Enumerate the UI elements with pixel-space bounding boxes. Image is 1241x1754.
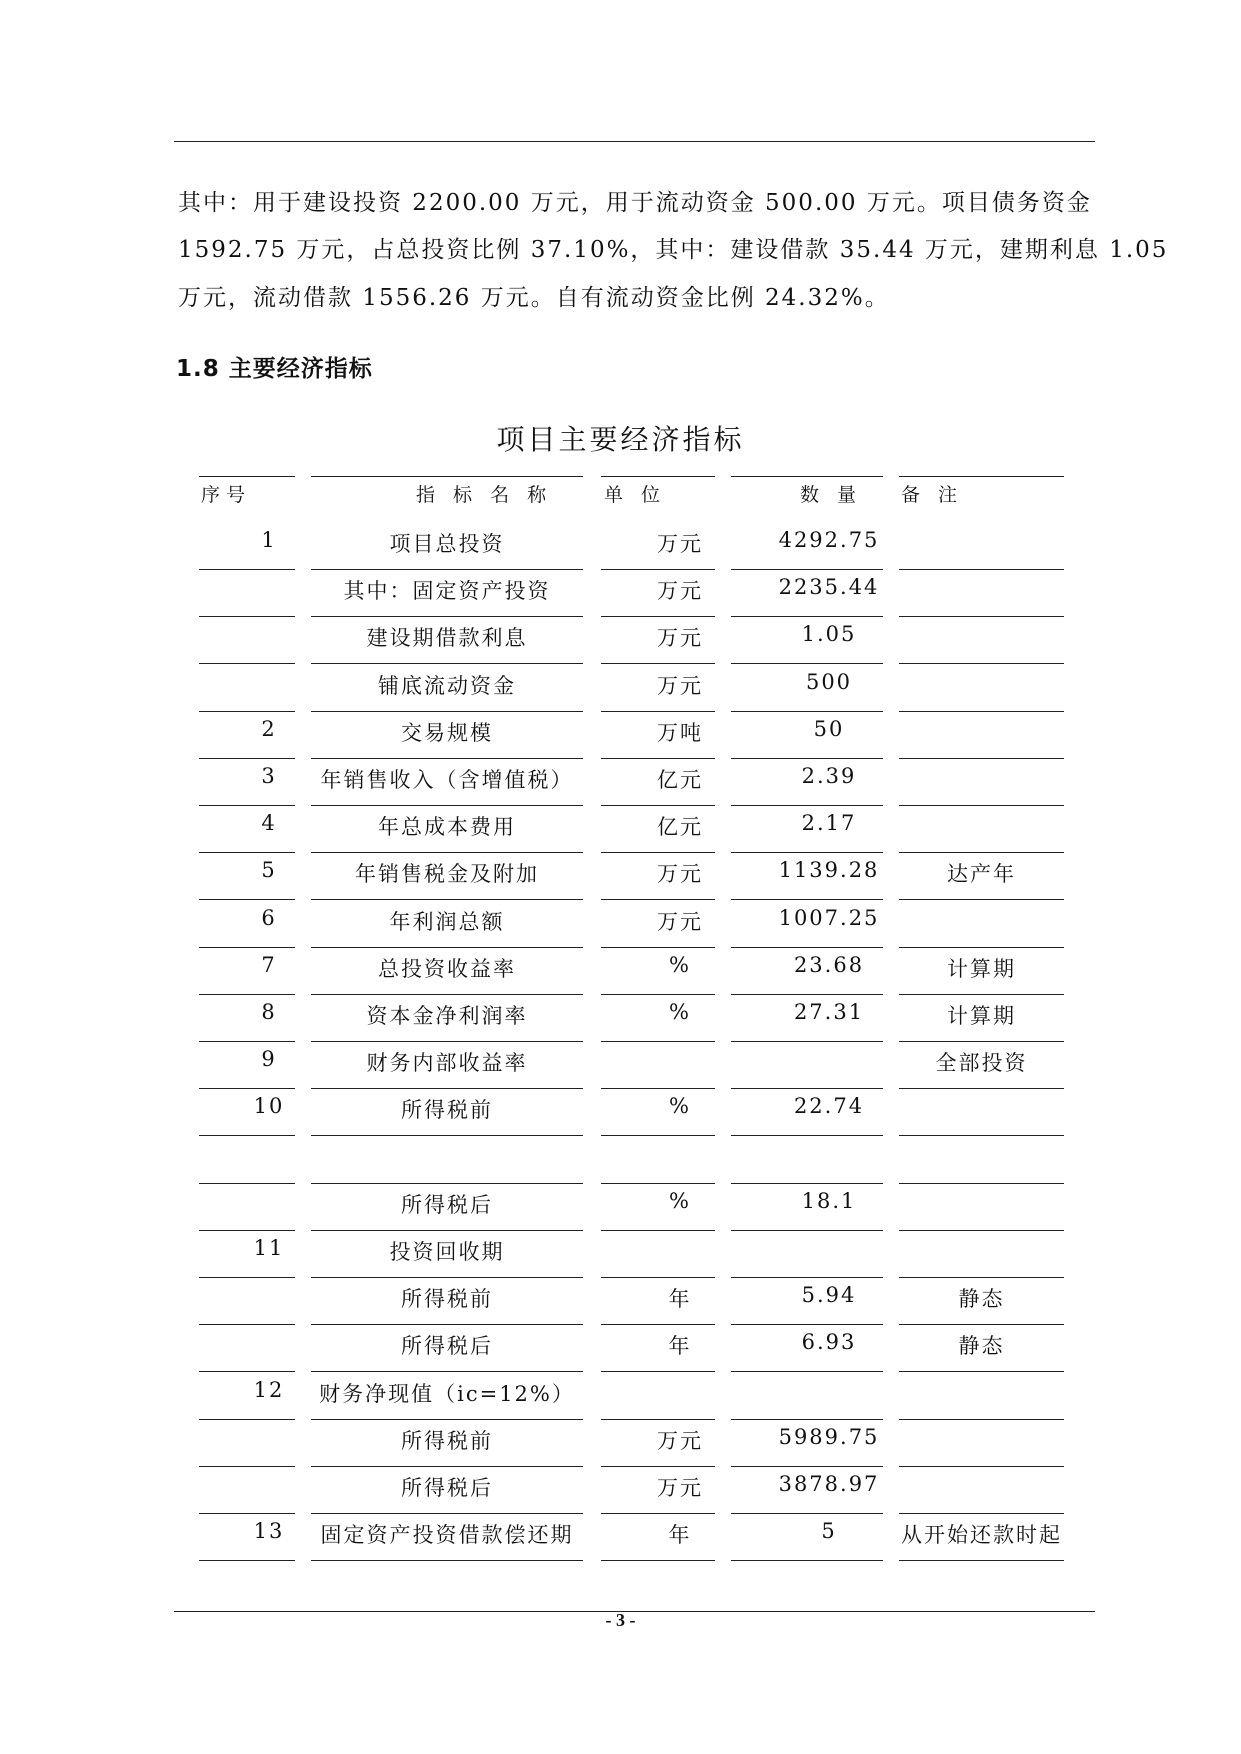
table-rule — [899, 1135, 1064, 1136]
table-rule — [899, 1183, 1064, 1184]
table-rule — [311, 852, 583, 853]
table-rule — [899, 569, 1064, 570]
cell-name: 所得税前 — [401, 1098, 493, 1123]
cell-seq: 13 — [253, 1519, 285, 1544]
table-rule — [899, 711, 1064, 712]
cell-name: 项目总投资 — [389, 532, 505, 556]
table-rule — [731, 1513, 883, 1514]
table-rule — [601, 663, 715, 664]
table-rule — [199, 994, 295, 995]
cell-qty: 1007.25 — [778, 905, 880, 930]
cell-seq: 10 — [253, 1094, 285, 1119]
table-rule — [731, 476, 883, 477]
section-heading: 1.8 主要经济指标 — [176, 356, 373, 382]
cell-qty: 2.17 — [801, 811, 857, 836]
table-rule — [311, 1088, 583, 1089]
table-rule — [311, 899, 583, 900]
cell-name: 铺底流动资金 — [378, 673, 516, 698]
table-rule — [311, 1041, 583, 1042]
body-paragraph-line: 1592.75 万元，占总投资比例 37.10%，其中：建设借款 35.44 万元，建期利息 1.05 — [178, 237, 1169, 263]
cell-name: 资本金净利润率 — [366, 1004, 528, 1028]
table-rule — [199, 663, 295, 664]
table-rule — [311, 663, 583, 664]
cell-note: 达产年 — [947, 862, 1016, 887]
cell-unit: 万元 — [657, 1428, 703, 1453]
table-rule — [199, 899, 295, 900]
cell-qty: 2.39 — [801, 764, 857, 788]
table-rule — [899, 1560, 1064, 1561]
cell-unit: 亿元 — [657, 815, 703, 840]
table-rule — [731, 1088, 883, 1089]
table-rule — [731, 1324, 883, 1325]
cell-unit: 亿元 — [657, 768, 703, 792]
table-rule — [199, 1230, 295, 1231]
table-rule — [731, 1560, 883, 1561]
table-rule — [899, 947, 1064, 948]
table-rule — [311, 1371, 583, 1372]
table-rule — [601, 616, 715, 617]
table-rule — [899, 1041, 1064, 1042]
table-rule — [731, 852, 883, 853]
table-rule — [311, 1419, 583, 1420]
header-rule — [174, 141, 1095, 142]
cell-unit: 年 — [668, 1523, 692, 1548]
cell-unit: 万元 — [657, 909, 703, 934]
table-rule — [199, 1088, 295, 1089]
header-unit: 单 位 — [604, 484, 667, 506]
table-rule — [899, 994, 1064, 995]
table-rule — [311, 1277, 583, 1278]
table-rule — [601, 569, 715, 570]
table-rule — [199, 476, 295, 477]
table-rule — [899, 616, 1064, 617]
table-rule — [199, 1277, 295, 1278]
cell-qty: 4292.75 — [778, 528, 880, 552]
table-rule — [601, 1419, 715, 1420]
table-rule — [311, 1230, 583, 1231]
table-rule — [199, 758, 295, 759]
table-rule — [731, 994, 883, 995]
cell-name: 建设期借款利息 — [366, 626, 528, 651]
body-paragraph-line: 其中：用于建设投资 2200.00 万元，用于流动资金 500.00 万元。项目债务资金 — [178, 190, 1092, 216]
table-rule — [899, 476, 1064, 477]
cell-qty: 22.74 — [793, 1094, 865, 1119]
table-rule — [601, 476, 715, 477]
table-rule — [311, 1466, 583, 1467]
cell-name: 其中：固定资产投资 — [343, 579, 551, 604]
table-rule — [731, 947, 883, 948]
table-rule — [731, 616, 883, 617]
table-rule — [899, 852, 1064, 853]
cell-unit: 万吨 — [657, 720, 703, 745]
table-rule — [311, 1513, 583, 1514]
cell-name: 总投资收益率 — [378, 956, 516, 981]
table-rule — [601, 852, 715, 853]
cell-name: 年销售收入（含增值税） — [320, 768, 574, 792]
table-rule — [899, 899, 1064, 900]
table-rule — [731, 805, 883, 806]
cell-qty: 5989.75 — [778, 1424, 880, 1449]
table-rule — [601, 1041, 715, 1042]
table-rule — [199, 1183, 295, 1184]
cell-unit: 万元 — [657, 862, 703, 887]
table-title: 项目主要经济指标 — [496, 423, 745, 456]
cell-unit: % — [669, 1188, 691, 1213]
cell-unit: 万元 — [657, 626, 703, 651]
table-rule — [899, 1513, 1064, 1514]
table-rule — [311, 1324, 583, 1325]
cell-unit: 万元 — [657, 532, 703, 556]
table-rule — [731, 1466, 883, 1467]
table-rule — [899, 1371, 1064, 1372]
page-number: - 3 - — [605, 1610, 636, 1630]
cell-name: 财务净现值（ic=12%） — [319, 1381, 575, 1406]
table-rule — [311, 711, 583, 712]
cell-seq: 7 — [261, 952, 277, 977]
table-rule — [731, 711, 883, 712]
cell-seq: 8 — [261, 1000, 277, 1024]
cell-note: 静态 — [958, 1334, 1005, 1359]
cell-qty: 27.31 — [793, 1000, 865, 1024]
table-rule — [601, 1466, 715, 1467]
table-rule — [601, 1230, 715, 1231]
cell-unit: 年 — [668, 1334, 692, 1359]
cell-name: 所得税前 — [401, 1428, 493, 1453]
table-rule — [199, 852, 295, 853]
cell-qty: 500 — [805, 669, 853, 694]
header-note: 备 注 — [901, 484, 964, 506]
cell-seq: 12 — [253, 1377, 285, 1402]
cell-seq: 11 — [253, 1236, 285, 1260]
cell-seq: 9 — [261, 1047, 277, 1072]
table-rule — [311, 1560, 583, 1561]
cell-qty: 1139.28 — [778, 858, 880, 883]
header-qty: 数 量 — [800, 484, 863, 506]
table-rule — [311, 947, 583, 948]
cell-qty: 5 — [821, 1519, 837, 1544]
table-rule — [199, 1513, 295, 1514]
table-rule — [199, 711, 295, 712]
table-rule — [311, 1135, 583, 1136]
cell-unit: % — [669, 952, 691, 977]
table-rule — [199, 1041, 295, 1042]
table-rule — [311, 616, 583, 617]
table-rule — [731, 899, 883, 900]
table-rule — [899, 663, 1064, 664]
table-rule — [199, 947, 295, 948]
cell-seq: 3 — [261, 764, 277, 788]
table-rule — [731, 1371, 883, 1372]
cell-unit: 万元 — [657, 1476, 703, 1500]
table-rule — [199, 805, 295, 806]
cell-note: 计算期 — [947, 956, 1016, 981]
table-rule — [731, 663, 883, 664]
table-rule — [199, 1371, 295, 1372]
table-rule — [311, 1183, 583, 1184]
cell-qty: 23.68 — [793, 952, 865, 977]
cell-unit: 万元 — [657, 673, 703, 698]
cell-unit: 年 — [668, 1287, 692, 1312]
table-rule — [601, 805, 715, 806]
cell-name: 固定资产投资借款偿还期 — [320, 1523, 574, 1548]
table-rule — [899, 805, 1064, 806]
table-rule — [899, 1088, 1064, 1089]
cell-unit: % — [669, 1000, 691, 1024]
table-rule — [899, 1277, 1064, 1278]
header-seq: 序号 — [201, 484, 252, 506]
cell-name: 所得税前 — [401, 1287, 493, 1312]
cell-note: 全部投资 — [935, 1051, 1028, 1076]
cell-seq: 6 — [261, 905, 277, 930]
table-rule — [731, 1277, 883, 1278]
table-rule — [601, 1135, 715, 1136]
table-rule — [899, 1466, 1064, 1467]
table-rule — [199, 616, 295, 617]
table-rule — [899, 1230, 1064, 1231]
table-rule — [601, 1371, 715, 1372]
table-rule — [899, 1419, 1064, 1420]
cell-qty: 3878.97 — [778, 1472, 880, 1496]
table-rule — [311, 994, 583, 995]
table-rule — [601, 1277, 715, 1278]
table-rule — [199, 1560, 295, 1561]
cell-name: 投资回收期 — [389, 1240, 505, 1264]
table-rule — [199, 569, 295, 570]
table-rule — [731, 1135, 883, 1136]
cell-seq: 4 — [261, 811, 277, 836]
cell-name: 年总成本费用 — [378, 815, 516, 840]
table-rule — [731, 569, 883, 570]
table-rule — [601, 758, 715, 759]
table-rule — [199, 1135, 295, 1136]
cell-name: 财务内部收益率 — [366, 1051, 528, 1076]
table-rule — [731, 1041, 883, 1042]
cell-qty: 6.93 — [801, 1330, 857, 1355]
cell-note: 计算期 — [947, 1004, 1016, 1028]
table-rule — [199, 1419, 295, 1420]
cell-name: 所得税后 — [401, 1192, 493, 1217]
cell-note: 从开始还款时起 — [901, 1523, 1062, 1548]
table-rule — [199, 1466, 295, 1467]
table-rule — [601, 899, 715, 900]
cell-unit: 万元 — [657, 579, 703, 604]
table-rule — [601, 711, 715, 712]
table-rule — [731, 1419, 883, 1420]
header-name: 指 标 名 称 — [416, 484, 553, 506]
table-rule — [601, 1088, 715, 1089]
cell-name: 年利润总额 — [389, 909, 505, 934]
table-rule — [311, 805, 583, 806]
table-rule — [311, 569, 583, 570]
table-rule — [601, 994, 715, 995]
cell-qty: 2235.44 — [778, 575, 880, 600]
cell-name: 所得税后 — [401, 1334, 493, 1359]
table-rule — [601, 1513, 715, 1514]
cell-seq: 2 — [261, 716, 277, 741]
cell-qty: 18.1 — [801, 1188, 857, 1213]
cell-qty: 1.05 — [801, 622, 857, 647]
cell-seq: 5 — [261, 858, 277, 883]
table-rule — [899, 758, 1064, 759]
table-rule — [731, 758, 883, 759]
table-rule — [601, 1183, 715, 1184]
cell-qty: 5.94 — [801, 1283, 857, 1308]
cell-seq: 1 — [261, 528, 277, 552]
table-rule — [601, 1560, 715, 1561]
cell-qty: 50 — [813, 716, 845, 741]
cell-note: 静态 — [958, 1287, 1005, 1312]
table-rule — [311, 476, 583, 477]
table-rule — [899, 1324, 1064, 1325]
table-rule — [731, 1230, 883, 1231]
cell-unit: % — [669, 1094, 691, 1119]
table-rule — [601, 1324, 715, 1325]
table-rule — [311, 758, 583, 759]
table-rule — [199, 1324, 295, 1325]
cell-name: 所得税后 — [401, 1476, 493, 1500]
body-paragraph-line: 万元，流动借款 1556.26 万元。自有流动资金比例 24.32%。 — [178, 285, 890, 311]
cell-name: 年销售税金及附加 — [355, 862, 539, 887]
cell-name: 交易规模 — [401, 720, 493, 745]
table-rule — [601, 947, 715, 948]
table-rule — [731, 1183, 883, 1184]
